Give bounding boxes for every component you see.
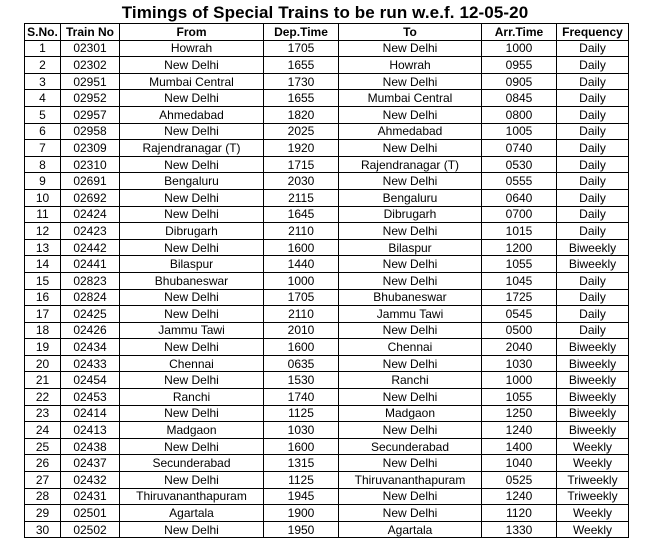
cell-arr-time: 0905 [482, 73, 557, 90]
cell-dep-time: 1000 [264, 272, 339, 289]
cell-to: Jammu Tawi [339, 306, 482, 323]
table-row [25, 472, 629, 489]
cell-from: Bengaluru [120, 173, 264, 190]
cell-to: Dibrugarh [339, 206, 482, 223]
cell-frequency: Weekly [557, 438, 629, 455]
cell-dep-time: 1945 [264, 488, 339, 505]
cell-arr-time: 1240 [482, 422, 557, 439]
cell-sno: 8 [25, 156, 61, 173]
cell-sno: 5 [25, 106, 61, 123]
cell-arr-time: 0955 [482, 57, 557, 74]
cell-to: New Delhi [339, 40, 482, 57]
cell-arr-time: 1055 [482, 256, 557, 273]
cell-train-no: 02454 [61, 372, 120, 389]
cell-frequency: Weekly [557, 521, 629, 538]
table-row [25, 57, 629, 74]
cell-dep-time: 1740 [264, 389, 339, 406]
cell-train-no: 02414 [61, 405, 120, 422]
cell-arr-time: 0700 [482, 206, 557, 223]
cell-arr-time: 1330 [482, 521, 557, 538]
cell-frequency: Daily [557, 223, 629, 240]
cell-train-no: 02309 [61, 140, 120, 157]
cell-arr-time: 1005 [482, 123, 557, 140]
cell-sno: 9 [25, 173, 61, 190]
cell-dep-time: 1655 [264, 90, 339, 107]
cell-train-no: 02453 [61, 389, 120, 406]
cell-dep-time: 1705 [264, 40, 339, 57]
cell-to: New Delhi [339, 422, 482, 439]
table-row [25, 256, 629, 273]
cell-from: New Delhi [120, 372, 264, 389]
cell-from: New Delhi [120, 206, 264, 223]
cell-train-no: 02426 [61, 322, 120, 339]
cell-frequency: Biweekly [557, 422, 629, 439]
table-row [25, 123, 629, 140]
cell-to: New Delhi [339, 173, 482, 190]
cell-arr-time: 1250 [482, 405, 557, 422]
cell-train-no: 02958 [61, 123, 120, 140]
cell-dep-time: 1440 [264, 256, 339, 273]
cell-to: New Delhi [339, 505, 482, 522]
cell-dep-time: 2110 [264, 306, 339, 323]
cell-from: New Delhi [120, 239, 264, 256]
cell-from: Mumbai Central [120, 73, 264, 90]
cell-arr-time: 0530 [482, 156, 557, 173]
cell-sno: 13 [25, 239, 61, 256]
cell-frequency: Daily [557, 289, 629, 306]
cell-arr-time: 1045 [482, 272, 557, 289]
cell-sno: 27 [25, 472, 61, 489]
cell-from: Rajendranagar (T) [120, 140, 264, 157]
cell-sno: 12 [25, 223, 61, 240]
cell-to: Secunderabad [339, 438, 482, 455]
cell-arr-time: 1015 [482, 223, 557, 240]
cell-dep-time: 1950 [264, 521, 339, 538]
cell-train-no: 02957 [61, 106, 120, 123]
cell-to: New Delhi [339, 73, 482, 90]
cell-dep-time: 2030 [264, 173, 339, 190]
cell-from: Ranchi [120, 389, 264, 406]
table-row [25, 156, 629, 173]
cell-frequency: Biweekly [557, 239, 629, 256]
table-row [25, 339, 629, 356]
cell-arr-time: 1725 [482, 289, 557, 306]
cell-from: Chennai [120, 355, 264, 372]
cell-sno: 26 [25, 455, 61, 472]
cell-train-no: 02310 [61, 156, 120, 173]
cell-from: Thiruvananthapuram [120, 488, 264, 505]
table-row [25, 438, 629, 455]
cell-frequency: Daily [557, 272, 629, 289]
cell-from: New Delhi [120, 339, 264, 356]
cell-to: Chennai [339, 339, 482, 356]
cell-frequency: Biweekly [557, 405, 629, 422]
table-row [25, 173, 629, 190]
cell-frequency: Daily [557, 206, 629, 223]
cell-sno: 24 [25, 422, 61, 439]
table-row [25, 405, 629, 422]
table-row [25, 189, 629, 206]
cell-arr-time: 1055 [482, 389, 557, 406]
cell-train-no: 02691 [61, 173, 120, 190]
table-row [25, 306, 629, 323]
cell-dep-time: 1530 [264, 372, 339, 389]
column-header-from: From [120, 24, 264, 41]
cell-train-no: 02413 [61, 422, 120, 439]
column-header-frequency: Frequency [557, 24, 629, 41]
cell-from: Dibrugarh [120, 223, 264, 240]
cell-train-no: 02302 [61, 57, 120, 74]
cell-from: New Delhi [120, 472, 264, 489]
cell-frequency: Triweekly [557, 472, 629, 489]
cell-frequency: Biweekly [557, 339, 629, 356]
cell-sno: 1 [25, 40, 61, 57]
cell-train-no: 02431 [61, 488, 120, 505]
cell-to: Thiruvananthapuram [339, 472, 482, 489]
cell-arr-time: 1120 [482, 505, 557, 522]
cell-frequency: Daily [557, 123, 629, 140]
cell-train-no: 02434 [61, 339, 120, 356]
cell-to: Mumbai Central [339, 90, 482, 107]
cell-arr-time: 1200 [482, 239, 557, 256]
cell-sno: 20 [25, 355, 61, 372]
cell-dep-time: 1645 [264, 206, 339, 223]
cell-arr-time: 0740 [482, 140, 557, 157]
page-title: Timings of Special Trains to be run w.e.f. 12-05-20 [121, 3, 529, 22]
cell-train-no: 02502 [61, 521, 120, 538]
cell-from: New Delhi [120, 306, 264, 323]
cell-frequency: Daily [557, 322, 629, 339]
table-row [25, 488, 629, 505]
cell-dep-time: 1600 [264, 438, 339, 455]
cell-sno: 29 [25, 505, 61, 522]
cell-from: New Delhi [120, 189, 264, 206]
cell-train-no: 02951 [61, 73, 120, 90]
cell-frequency: Daily [557, 90, 629, 107]
cell-sno: 6 [25, 123, 61, 140]
cell-frequency: Daily [557, 173, 629, 190]
cell-to: Rajendranagar (T) [339, 156, 482, 173]
table-row [25, 73, 629, 90]
cell-arr-time: 1040 [482, 455, 557, 472]
cell-sno: 3 [25, 73, 61, 90]
cell-to: New Delhi [339, 272, 482, 289]
cell-train-no: 02952 [61, 90, 120, 107]
column-header-dep-time: Dep.Time [264, 24, 339, 41]
table-row [25, 355, 629, 372]
cell-sno: 17 [25, 306, 61, 323]
cell-frequency: Weekly [557, 505, 629, 522]
column-header-arr-time: Arr.Time [482, 24, 557, 41]
cell-train-no: 02501 [61, 505, 120, 522]
cell-train-no: 02692 [61, 189, 120, 206]
cell-train-no: 02438 [61, 438, 120, 455]
cell-to: Agartala [339, 521, 482, 538]
cell-to: Madgaon [339, 405, 482, 422]
cell-dep-time: 1125 [264, 472, 339, 489]
table-row [25, 372, 629, 389]
table-row [25, 140, 629, 157]
cell-to: Ahmedabad [339, 123, 482, 140]
cell-dep-time: 1030 [264, 422, 339, 439]
cell-arr-time: 0525 [482, 472, 557, 489]
cell-dep-time: 1730 [264, 73, 339, 90]
cell-from: Bilaspur [120, 256, 264, 273]
train-timings-table [24, 23, 629, 538]
cell-dep-time: 1705 [264, 289, 339, 306]
cell-from: Agartala [120, 505, 264, 522]
cell-dep-time: 1920 [264, 140, 339, 157]
table-row [25, 90, 629, 107]
table-row [25, 521, 629, 538]
cell-frequency: Biweekly [557, 389, 629, 406]
table-row [25, 422, 629, 439]
cell-sno: 7 [25, 140, 61, 157]
column-header-to: To [339, 24, 482, 41]
cell-train-no: 02432 [61, 472, 120, 489]
table-row [25, 289, 629, 306]
table-row [25, 223, 629, 240]
cell-arr-time: 0545 [482, 306, 557, 323]
cell-frequency: Daily [557, 106, 629, 123]
cell-sno: 30 [25, 521, 61, 538]
cell-from: New Delhi [120, 57, 264, 74]
cell-train-no: 02425 [61, 306, 120, 323]
cell-frequency: Daily [557, 40, 629, 57]
cell-dep-time: 1900 [264, 505, 339, 522]
cell-to: New Delhi [339, 322, 482, 339]
cell-train-no: 02824 [61, 289, 120, 306]
cell-frequency: Triweekly [557, 488, 629, 505]
cell-sno: 21 [25, 372, 61, 389]
cell-dep-time: 0635 [264, 355, 339, 372]
table-row [25, 389, 629, 406]
cell-frequency: Daily [557, 189, 629, 206]
cell-from: New Delhi [120, 289, 264, 306]
cell-arr-time: 0500 [482, 322, 557, 339]
cell-from: New Delhi [120, 90, 264, 107]
table-row [25, 455, 629, 472]
header-row [25, 24, 629, 41]
table-body [25, 40, 629, 538]
cell-train-no: 02301 [61, 40, 120, 57]
cell-from: New Delhi [120, 405, 264, 422]
cell-to: New Delhi [339, 455, 482, 472]
cell-dep-time: 1820 [264, 106, 339, 123]
column-header-sno: S.No. [25, 24, 61, 41]
cell-sno: 4 [25, 90, 61, 107]
cell-sno: 10 [25, 189, 61, 206]
cell-arr-time: 1000 [482, 372, 557, 389]
cell-dep-time: 1655 [264, 57, 339, 74]
cell-sno: 28 [25, 488, 61, 505]
cell-train-no: 02442 [61, 239, 120, 256]
cell-sno: 23 [25, 405, 61, 422]
cell-frequency: Biweekly [557, 355, 629, 372]
cell-dep-time: 2025 [264, 123, 339, 140]
table-row [25, 206, 629, 223]
cell-from: New Delhi [120, 521, 264, 538]
table-row [25, 106, 629, 123]
cell-dep-time: 2110 [264, 223, 339, 240]
cell-from: New Delhi [120, 156, 264, 173]
cell-to: Bengaluru [339, 189, 482, 206]
cell-arr-time: 2040 [482, 339, 557, 356]
cell-train-no: 02424 [61, 206, 120, 223]
cell-sno: 25 [25, 438, 61, 455]
cell-train-no: 02441 [61, 256, 120, 273]
cell-frequency: Weekly [557, 455, 629, 472]
cell-from: Secunderabad [120, 455, 264, 472]
table-row [25, 239, 629, 256]
cell-frequency: Daily [557, 57, 629, 74]
cell-to: New Delhi [339, 140, 482, 157]
cell-to: New Delhi [339, 389, 482, 406]
cell-sno: 2 [25, 57, 61, 74]
cell-frequency: Daily [557, 156, 629, 173]
cell-frequency: Daily [557, 140, 629, 157]
table-row [25, 322, 629, 339]
cell-from: Madgaon [120, 422, 264, 439]
cell-arr-time: 0845 [482, 90, 557, 107]
cell-dep-time: 2115 [264, 189, 339, 206]
cell-to: New Delhi [339, 355, 482, 372]
cell-arr-time: 1030 [482, 355, 557, 372]
cell-from: New Delhi [120, 123, 264, 140]
cell-from: Jammu Tawi [120, 322, 264, 339]
cell-sno: 22 [25, 389, 61, 406]
cell-frequency: Daily [557, 306, 629, 323]
cell-to: Bilaspur [339, 239, 482, 256]
cell-sno: 11 [25, 206, 61, 223]
cell-arr-time: 0640 [482, 189, 557, 206]
cell-from: Bhubaneswar [120, 272, 264, 289]
cell-sno: 19 [25, 339, 61, 356]
cell-sno: 14 [25, 256, 61, 273]
cell-from: New Delhi [120, 438, 264, 455]
table-row [25, 272, 629, 289]
cell-to: New Delhi [339, 106, 482, 123]
cell-frequency: Biweekly [557, 372, 629, 389]
cell-dep-time: 1715 [264, 156, 339, 173]
cell-train-no: 02823 [61, 272, 120, 289]
cell-from: Ahmedabad [120, 106, 264, 123]
cell-to: New Delhi [339, 488, 482, 505]
table-row [25, 505, 629, 522]
cell-arr-time: 1400 [482, 438, 557, 455]
cell-arr-time: 0555 [482, 173, 557, 190]
cell-dep-time: 2010 [264, 322, 339, 339]
cell-to: Howrah [339, 57, 482, 74]
column-header-train-no: Train No [61, 24, 120, 41]
cell-train-no: 02433 [61, 355, 120, 372]
cell-arr-time: 1000 [482, 40, 557, 57]
cell-frequency: Biweekly [557, 256, 629, 273]
cell-to: New Delhi [339, 223, 482, 240]
cell-dep-time: 1315 [264, 455, 339, 472]
cell-dep-time: 1600 [264, 339, 339, 356]
cell-to: Ranchi [339, 372, 482, 389]
table-row [25, 40, 629, 57]
cell-to: Bhubaneswar [339, 289, 482, 306]
cell-dep-time: 1125 [264, 405, 339, 422]
cell-sno: 16 [25, 289, 61, 306]
cell-to: New Delhi [339, 256, 482, 273]
cell-arr-time: 1240 [482, 488, 557, 505]
cell-sno: 18 [25, 322, 61, 339]
cell-dep-time: 1600 [264, 239, 339, 256]
cell-from: Howrah [120, 40, 264, 57]
cell-train-no: 02437 [61, 455, 120, 472]
cell-sno: 15 [25, 272, 61, 289]
cell-arr-time: 0800 [482, 106, 557, 123]
cell-train-no: 02423 [61, 223, 120, 240]
cell-frequency: Daily [557, 73, 629, 90]
